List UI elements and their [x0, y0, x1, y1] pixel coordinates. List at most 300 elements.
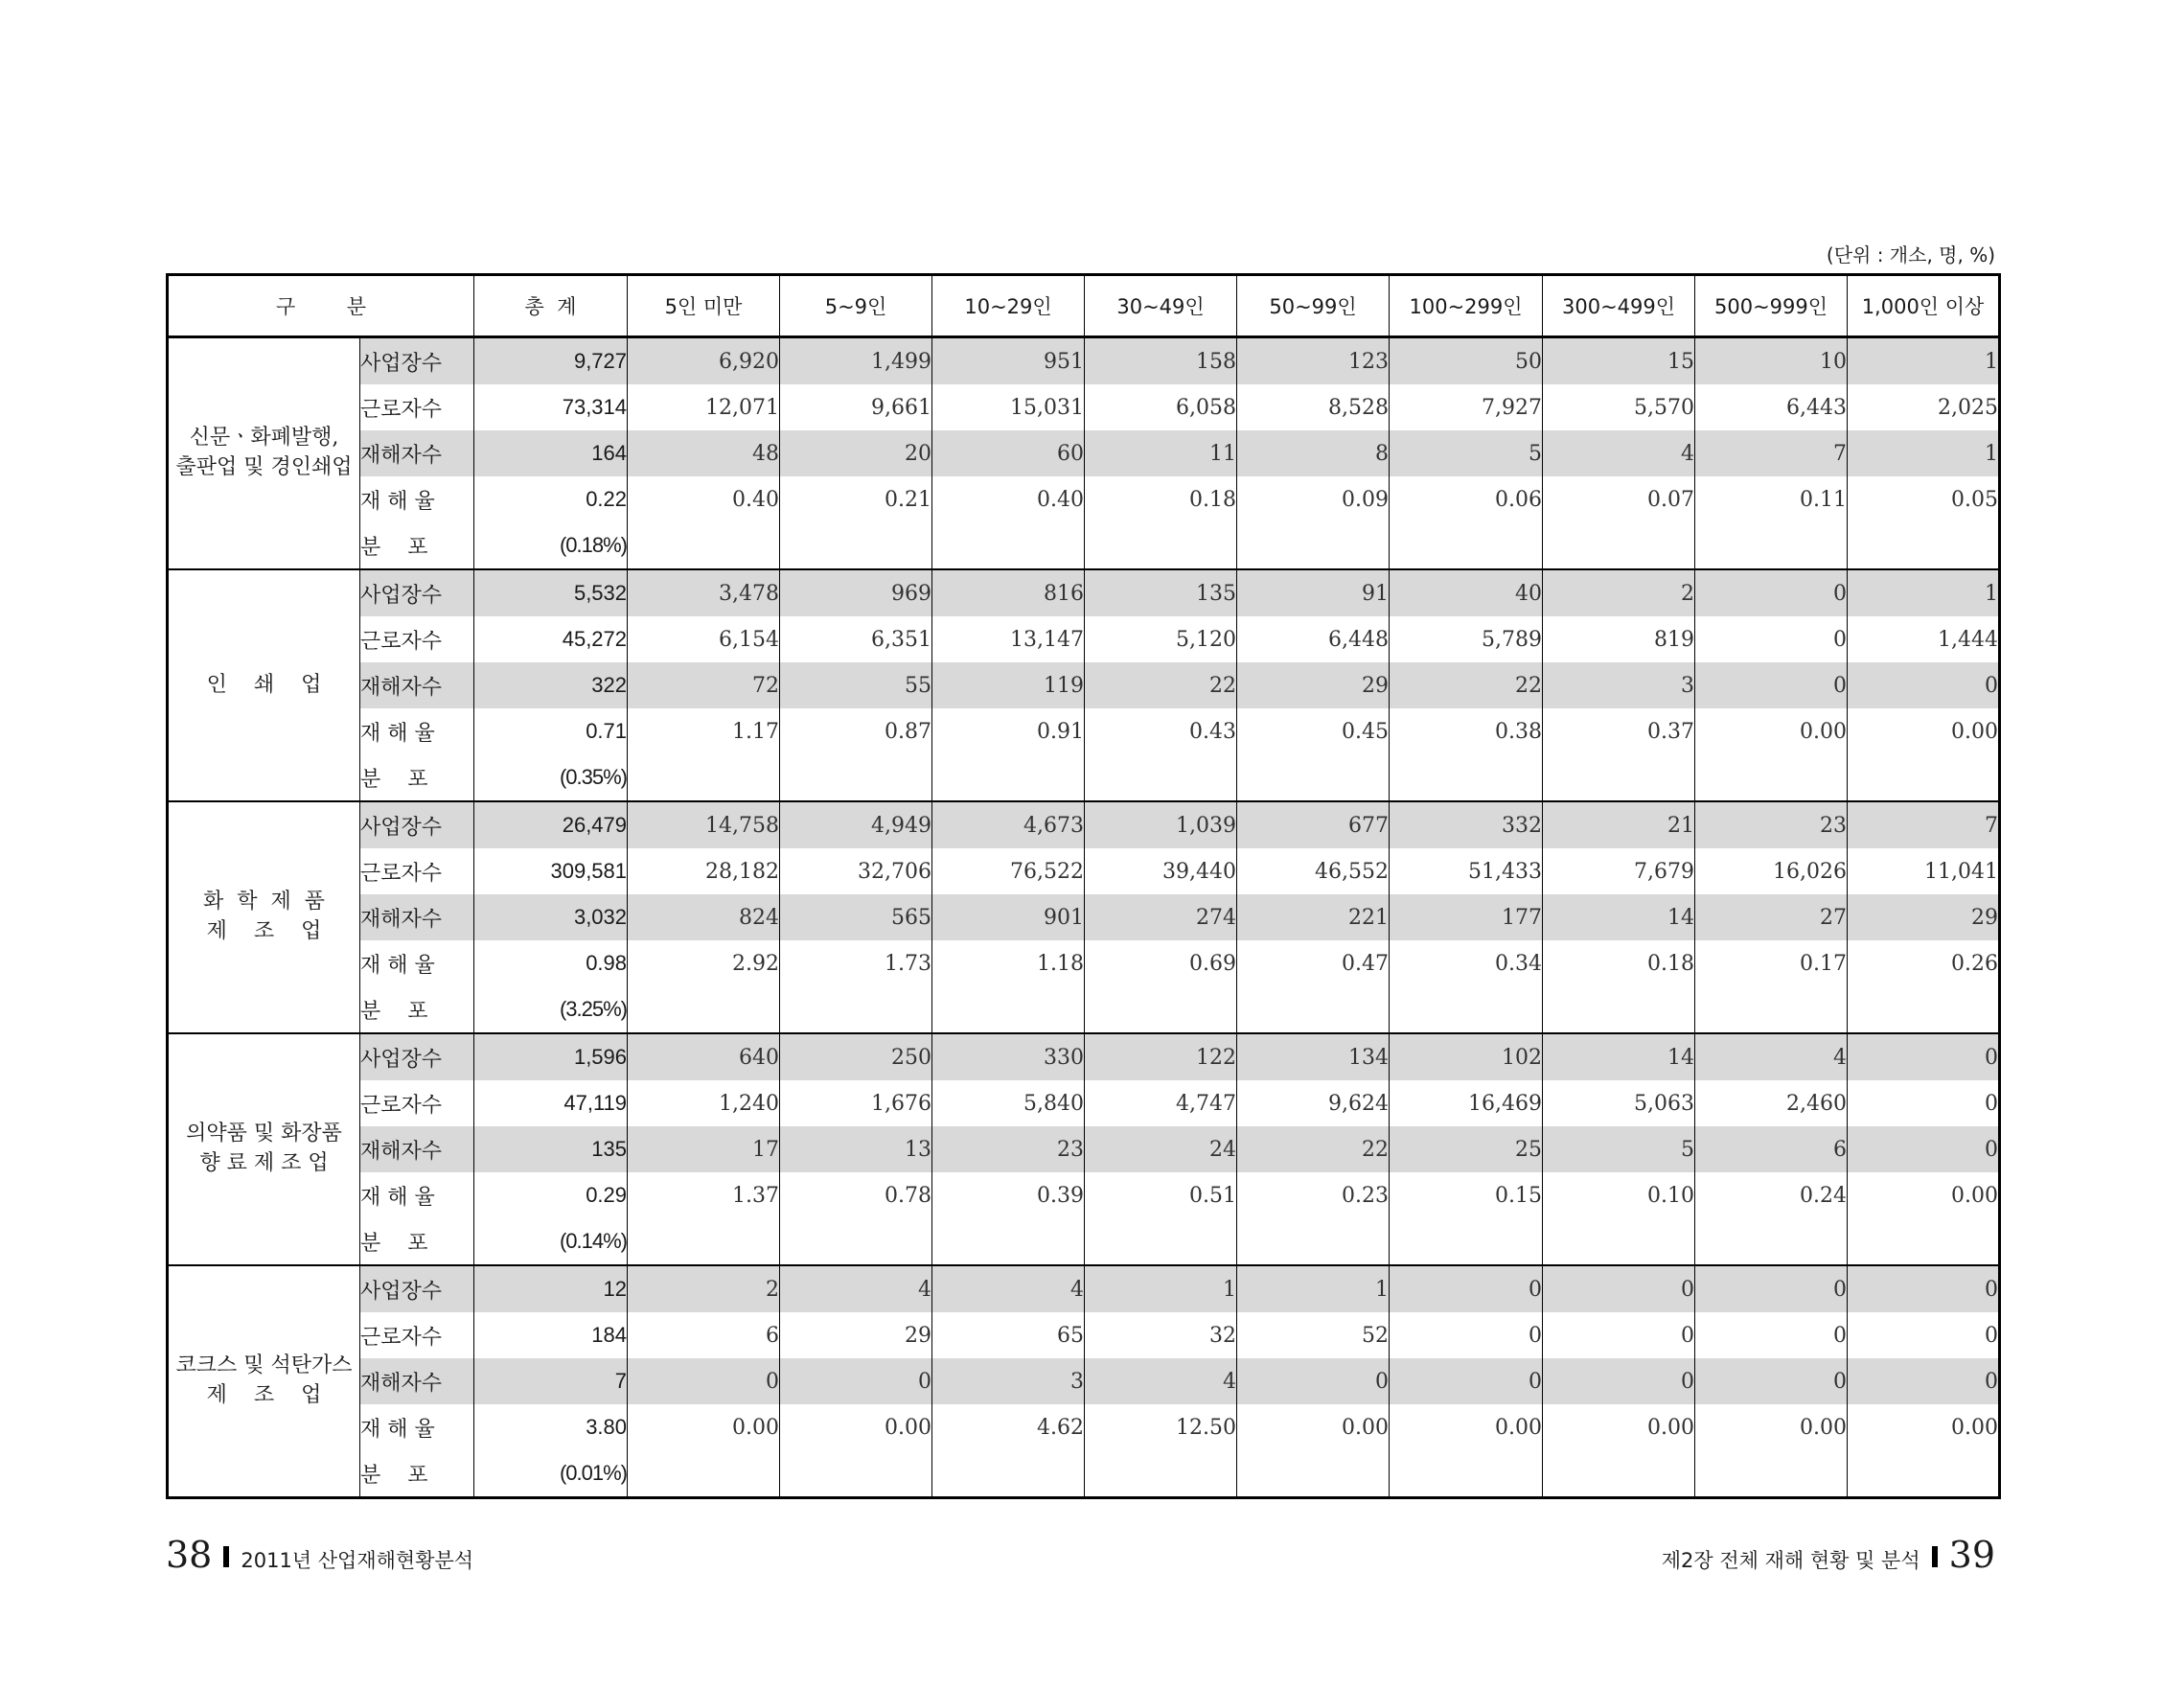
total-cell: 7 — [474, 1358, 628, 1404]
value-cell: 274 — [1085, 894, 1237, 940]
value-cell: 7 — [1848, 801, 2000, 848]
value-cell: 2 — [1543, 569, 1695, 616]
value-cell — [780, 1218, 932, 1265]
value-cell: 9,661 — [780, 384, 932, 430]
row-label: 재 해 율 — [360, 708, 474, 754]
value-cell: 0 — [1848, 662, 2000, 708]
value-cell: 0 — [1848, 1265, 2000, 1312]
total-cell: (3.25%) — [474, 986, 628, 1033]
row-label: 근로자수 — [360, 616, 474, 662]
value-cell: 640 — [628, 1033, 780, 1080]
footer-bar-icon — [1932, 1546, 1938, 1567]
industry-category — [168, 801, 360, 1033]
value-cell — [628, 1218, 780, 1265]
value-cell: 0.23 — [1237, 1172, 1390, 1218]
value-cell: 0 — [1848, 1312, 2000, 1358]
value-cell — [1390, 1218, 1543, 1265]
row-label: 사업장수 — [360, 1033, 474, 1080]
value-cell — [1543, 986, 1695, 1033]
table-row — [168, 1358, 2000, 1404]
value-cell: 565 — [780, 894, 932, 940]
value-cell: 8 — [1237, 430, 1390, 476]
value-cell: 5,840 — [932, 1080, 1085, 1126]
page-number-left: 38 — [166, 1534, 213, 1576]
industry-name-line: 의약품 및 화장품 — [186, 1122, 342, 1146]
value-cell: 13,147 — [932, 616, 1085, 662]
footer-left — [166, 1534, 473, 1576]
value-cell — [1848, 754, 2000, 801]
row-label: 근로자수 — [360, 1080, 474, 1126]
industry-name-line: 출판업 및 경인쇄업 — [175, 455, 353, 479]
value-cell — [1237, 1218, 1390, 1265]
value-cell: 0 — [1695, 662, 1848, 708]
value-cell — [1543, 522, 1695, 569]
value-cell: 0.00 — [1848, 708, 2000, 754]
row-label: 재해자수 — [360, 662, 474, 708]
table-row — [168, 940, 2000, 986]
table-row — [168, 986, 2000, 1033]
value-cell: 1.37 — [628, 1172, 780, 1218]
total-cell: 47,119 — [474, 1080, 628, 1126]
value-cell: 12.50 — [1085, 1404, 1237, 1450]
total-cell: 322 — [474, 662, 628, 708]
value-cell: 135 — [1085, 569, 1237, 616]
value-cell: 0 — [1390, 1312, 1543, 1358]
unit-note: (단위 : 개소, 명, %) — [1826, 243, 1995, 266]
value-cell — [1390, 1450, 1543, 1498]
value-cell: 4,673 — [932, 801, 1085, 848]
value-cell: 0 — [1848, 1358, 2000, 1404]
row-label: 분 포 — [360, 1218, 474, 1265]
value-cell: 901 — [932, 894, 1085, 940]
footer-bar-icon — [223, 1546, 229, 1567]
table-row — [168, 754, 2000, 801]
value-cell: 91 — [1237, 569, 1390, 616]
value-cell: 0.45 — [1237, 708, 1390, 754]
value-cell: 0.18 — [1085, 476, 1237, 522]
value-cell — [628, 754, 780, 801]
row-label: 재해자수 — [360, 1358, 474, 1404]
table-row — [168, 708, 2000, 754]
value-cell: 0.09 — [1237, 476, 1390, 522]
footer-right — [1662, 1534, 1995, 1576]
value-cell — [1695, 754, 1848, 801]
value-cell — [1237, 1450, 1390, 1498]
value-cell: 6,058 — [1085, 384, 1237, 430]
total-cell: 12 — [474, 1265, 628, 1312]
value-cell — [932, 1218, 1085, 1265]
value-cell: 23 — [1695, 801, 1848, 848]
value-cell — [1848, 1450, 2000, 1498]
value-cell: 22 — [1237, 1126, 1390, 1172]
industry-name-line: 제 조 업 — [206, 1383, 322, 1407]
total-cell: 0.29 — [474, 1172, 628, 1218]
value-cell — [1695, 1218, 1848, 1265]
row-label: 근로자수 — [360, 848, 474, 894]
value-cell: 3,478 — [628, 569, 780, 616]
total-cell: 309,581 — [474, 848, 628, 894]
table-row — [168, 430, 2000, 476]
value-cell — [1848, 1218, 2000, 1265]
value-cell: 24 — [1085, 1126, 1237, 1172]
value-cell: 158 — [1085, 337, 1237, 385]
value-cell: 9,624 — [1237, 1080, 1390, 1126]
value-cell: 1 — [1848, 337, 2000, 385]
value-cell: 0 — [1695, 616, 1848, 662]
value-cell: 7 — [1695, 430, 1848, 476]
table-row — [168, 522, 2000, 569]
value-cell: 52 — [1237, 1312, 1390, 1358]
value-cell — [1085, 754, 1237, 801]
value-cell: 15 — [1543, 337, 1695, 385]
value-cell: 1,499 — [780, 337, 932, 385]
row-label: 분 포 — [360, 754, 474, 801]
industry-category — [168, 337, 360, 570]
value-cell — [1543, 1450, 1695, 1498]
value-cell: 11,041 — [1848, 848, 2000, 894]
value-cell — [1085, 986, 1237, 1033]
value-cell: 0 — [1543, 1312, 1695, 1358]
value-cell: 25 — [1390, 1126, 1543, 1172]
row-label: 재해자수 — [360, 1126, 474, 1172]
total-cell: 0.98 — [474, 940, 628, 986]
value-cell: 0.39 — [932, 1172, 1085, 1218]
value-cell: 72 — [628, 662, 780, 708]
value-cell: 32,706 — [780, 848, 932, 894]
header-size: 300~499인 — [1543, 275, 1695, 337]
value-cell: 10 — [1695, 337, 1848, 385]
value-cell: 0 — [1695, 569, 1848, 616]
value-cell: 951 — [932, 337, 1085, 385]
value-cell: 0.17 — [1695, 940, 1848, 986]
value-cell — [1237, 754, 1390, 801]
value-cell: 0.07 — [1543, 476, 1695, 522]
value-cell: 0.47 — [1237, 940, 1390, 986]
value-cell: 7,679 — [1543, 848, 1695, 894]
value-cell: 48 — [628, 430, 780, 476]
row-label: 근로자수 — [360, 1312, 474, 1358]
value-cell — [628, 1450, 780, 1498]
value-cell: 1,240 — [628, 1080, 780, 1126]
industry-name-line: 제 조 업 — [206, 919, 322, 943]
value-cell: 1 — [1848, 430, 2000, 476]
industry-name-line: 코크스 및 석탄가스 — [175, 1354, 353, 1378]
value-cell: 824 — [628, 894, 780, 940]
value-cell: 4,949 — [780, 801, 932, 848]
value-cell: 0 — [1543, 1265, 1695, 1312]
row-label: 사업장수 — [360, 1265, 474, 1312]
total-cell: 184 — [474, 1312, 628, 1358]
value-cell: 2,460 — [1695, 1080, 1848, 1126]
value-cell — [780, 522, 932, 569]
value-cell: 0.00 — [1543, 1404, 1695, 1450]
header-size: 100~299인 — [1390, 275, 1543, 337]
value-cell: 29 — [780, 1312, 932, 1358]
value-cell — [1543, 1218, 1695, 1265]
value-cell: 4.62 — [932, 1404, 1085, 1450]
value-cell: 2 — [628, 1265, 780, 1312]
total-cell: 164 — [474, 430, 628, 476]
industry-category — [168, 1265, 360, 1498]
page-number-right: 39 — [1948, 1534, 1995, 1576]
value-cell: 51,433 — [1390, 848, 1543, 894]
total-cell: 73,314 — [474, 384, 628, 430]
value-cell: 50 — [1390, 337, 1543, 385]
value-cell: 5,570 — [1543, 384, 1695, 430]
value-cell: 27 — [1695, 894, 1848, 940]
value-cell: 0.00 — [1848, 1172, 2000, 1218]
table-row — [168, 801, 2000, 848]
value-cell: 8,528 — [1237, 384, 1390, 430]
total-cell: (0.14%) — [474, 1218, 628, 1265]
accident-statistics-table — [166, 273, 2001, 1499]
table-row — [168, 616, 2000, 662]
value-cell: 0.00 — [1695, 708, 1848, 754]
table-row — [168, 1450, 2000, 1498]
value-cell: 4,747 — [1085, 1080, 1237, 1126]
value-cell: 0.78 — [780, 1172, 932, 1218]
value-cell: 6,448 — [1237, 616, 1390, 662]
table-row — [168, 662, 2000, 708]
value-cell: 1.18 — [932, 940, 1085, 986]
value-cell: 0.00 — [1848, 1404, 2000, 1450]
value-cell: 46,552 — [1237, 848, 1390, 894]
table-row — [168, 476, 2000, 522]
value-cell: 0.21 — [780, 476, 932, 522]
value-cell: 0.24 — [1695, 1172, 1848, 1218]
value-cell: 11 — [1085, 430, 1237, 476]
value-cell: 816 — [932, 569, 1085, 616]
value-cell — [932, 1450, 1085, 1498]
table-row — [168, 1404, 2000, 1450]
value-cell — [1543, 754, 1695, 801]
row-label: 재 해 율 — [360, 1172, 474, 1218]
value-cell: 0.69 — [1085, 940, 1237, 986]
value-cell: 0.00 — [780, 1404, 932, 1450]
table-row — [168, 337, 2000, 385]
header-size: 10~29인 — [932, 275, 1085, 337]
value-cell: 7,927 — [1390, 384, 1543, 430]
value-cell — [1085, 522, 1237, 569]
row-label: 재해자수 — [360, 430, 474, 476]
value-cell: 0 — [1390, 1265, 1543, 1312]
value-cell: 0 — [1695, 1265, 1848, 1312]
value-cell: 0.40 — [932, 476, 1085, 522]
value-cell: 5,789 — [1390, 616, 1543, 662]
value-cell — [1695, 522, 1848, 569]
header-size: 1,000인 이상 — [1848, 275, 2000, 337]
value-cell: 6 — [1695, 1126, 1848, 1172]
value-cell: 0.00 — [628, 1404, 780, 1450]
header-size: 50~99인 — [1237, 275, 1390, 337]
value-cell — [1390, 986, 1543, 1033]
value-cell: 969 — [780, 569, 932, 616]
value-cell: 0 — [1390, 1358, 1543, 1404]
row-label: 분 포 — [360, 522, 474, 569]
value-cell — [1848, 522, 2000, 569]
value-cell — [1695, 1450, 1848, 1498]
value-cell — [1237, 522, 1390, 569]
value-cell: 0.06 — [1390, 476, 1543, 522]
value-cell: 1 — [1085, 1265, 1237, 1312]
value-cell: 12,071 — [628, 384, 780, 430]
value-cell — [932, 986, 1085, 1033]
value-cell: 0 — [1848, 1126, 2000, 1172]
table-row — [168, 1218, 2000, 1265]
industry-name-line: 화 학 제 품 — [203, 890, 325, 914]
value-cell — [628, 986, 780, 1033]
value-cell: 119 — [932, 662, 1085, 708]
value-cell: 177 — [1390, 894, 1543, 940]
value-cell: 1,039 — [1085, 801, 1237, 848]
total-cell: 45,272 — [474, 616, 628, 662]
value-cell: 0.51 — [1085, 1172, 1237, 1218]
value-cell: 819 — [1543, 616, 1695, 662]
value-cell: 14,758 — [628, 801, 780, 848]
value-cell: 0.10 — [1543, 1172, 1695, 1218]
value-cell: 6,351 — [780, 616, 932, 662]
industry-name-line: 신문ㆍ화폐발행, — [189, 426, 339, 451]
value-cell: 0.18 — [1543, 940, 1695, 986]
value-cell: 0.34 — [1390, 940, 1543, 986]
header-size: 30~49인 — [1085, 275, 1237, 337]
value-cell: 5 — [1390, 430, 1543, 476]
row-label: 사업장수 — [360, 801, 474, 848]
value-cell: 23 — [932, 1126, 1085, 1172]
value-cell — [1695, 986, 1848, 1033]
value-cell: 22 — [1390, 662, 1543, 708]
value-cell: 134 — [1237, 1033, 1390, 1080]
table-row — [168, 384, 2000, 430]
value-cell: 40 — [1390, 569, 1543, 616]
value-cell: 5,120 — [1085, 616, 1237, 662]
value-cell: 1,676 — [780, 1080, 932, 1126]
value-cell: 55 — [780, 662, 932, 708]
value-cell: 0 — [1237, 1358, 1390, 1404]
total-cell: 0.22 — [474, 476, 628, 522]
value-cell — [932, 754, 1085, 801]
value-cell: 6,443 — [1695, 384, 1848, 430]
value-cell: 123 — [1237, 337, 1390, 385]
industry-category — [168, 1033, 360, 1265]
value-cell: 1 — [1237, 1265, 1390, 1312]
value-cell — [932, 522, 1085, 569]
value-cell: 20 — [780, 430, 932, 476]
value-cell: 0.05 — [1848, 476, 2000, 522]
value-cell: 13 — [780, 1126, 932, 1172]
value-cell: 330 — [932, 1033, 1085, 1080]
row-label: 재 해 율 — [360, 476, 474, 522]
footer-left-title: 2011년 산업재해현황분석 — [241, 1549, 474, 1572]
value-cell: 6,154 — [628, 616, 780, 662]
value-cell: 0.26 — [1848, 940, 2000, 986]
total-cell: 9,727 — [474, 337, 628, 385]
row-label: 재 해 율 — [360, 1404, 474, 1450]
value-cell: 0.37 — [1543, 708, 1695, 754]
value-cell: 3 — [1543, 662, 1695, 708]
value-cell: 102 — [1390, 1033, 1543, 1080]
value-cell: 4 — [1695, 1033, 1848, 1080]
table-header-row — [168, 275, 2000, 337]
value-cell: 0.15 — [1390, 1172, 1543, 1218]
row-label: 재 해 율 — [360, 940, 474, 986]
value-cell: 0.00 — [1695, 1404, 1848, 1450]
value-cell — [1390, 522, 1543, 569]
value-cell: 14 — [1543, 1033, 1695, 1080]
header-size: 5~9인 — [780, 275, 932, 337]
table-row — [168, 569, 2000, 616]
value-cell — [1237, 986, 1390, 1033]
header-size: 500~999인 — [1695, 275, 1848, 337]
table-row — [168, 1033, 2000, 1080]
value-cell: 2,025 — [1848, 384, 2000, 430]
table-row — [168, 848, 2000, 894]
value-cell: 1 — [1848, 569, 2000, 616]
row-label: 분 포 — [360, 986, 474, 1033]
total-cell: 3,032 — [474, 894, 628, 940]
value-cell: 250 — [780, 1033, 932, 1080]
value-cell: 0.91 — [932, 708, 1085, 754]
footer-right-title: 제2장 전체 재해 현황 및 분석 — [1661, 1549, 1920, 1572]
value-cell: 0 — [1695, 1312, 1848, 1358]
value-cell: 60 — [932, 430, 1085, 476]
value-cell: 0.87 — [780, 708, 932, 754]
industry-category — [168, 569, 360, 801]
value-cell: 39,440 — [1085, 848, 1237, 894]
value-cell: 15,031 — [932, 384, 1085, 430]
row-label: 재해자수 — [360, 894, 474, 940]
value-cell: 0 — [1848, 1033, 2000, 1080]
total-cell: (0.01%) — [474, 1450, 628, 1498]
total-cell: 5,532 — [474, 569, 628, 616]
value-cell: 0.00 — [1237, 1404, 1390, 1450]
value-cell: 2.92 — [628, 940, 780, 986]
header-category: 구 분 — [168, 275, 474, 337]
industry-name-line: 향 료 제 조 업 — [199, 1151, 329, 1175]
table-row — [168, 1126, 2000, 1172]
table-row — [168, 1265, 2000, 1312]
row-label: 사업장수 — [360, 337, 474, 385]
value-cell: 677 — [1237, 801, 1390, 848]
value-cell: 5 — [1543, 1126, 1695, 1172]
value-cell — [628, 522, 780, 569]
value-cell: 76,522 — [932, 848, 1085, 894]
value-cell: 0.43 — [1085, 708, 1237, 754]
value-cell: 1,444 — [1848, 616, 2000, 662]
row-label: 근로자수 — [360, 384, 474, 430]
value-cell: 1.17 — [628, 708, 780, 754]
table-row — [168, 1312, 2000, 1358]
table-row — [168, 1172, 2000, 1218]
table-row — [168, 1080, 2000, 1126]
value-cell: 21 — [1543, 801, 1695, 848]
value-cell: 1.73 — [780, 940, 932, 986]
value-cell: 6,920 — [628, 337, 780, 385]
value-cell: 14 — [1543, 894, 1695, 940]
value-cell: 122 — [1085, 1033, 1237, 1080]
value-cell: 17 — [628, 1126, 780, 1172]
value-cell — [1085, 1218, 1237, 1265]
total-cell: 135 — [474, 1126, 628, 1172]
total-cell: (0.35%) — [474, 754, 628, 801]
value-cell: 0 — [780, 1358, 932, 1404]
value-cell: 5,063 — [1543, 1080, 1695, 1126]
value-cell: 221 — [1237, 894, 1390, 940]
value-cell: 32 — [1085, 1312, 1237, 1358]
total-cell: 3.80 — [474, 1404, 628, 1450]
value-cell: 65 — [932, 1312, 1085, 1358]
value-cell — [780, 1450, 932, 1498]
